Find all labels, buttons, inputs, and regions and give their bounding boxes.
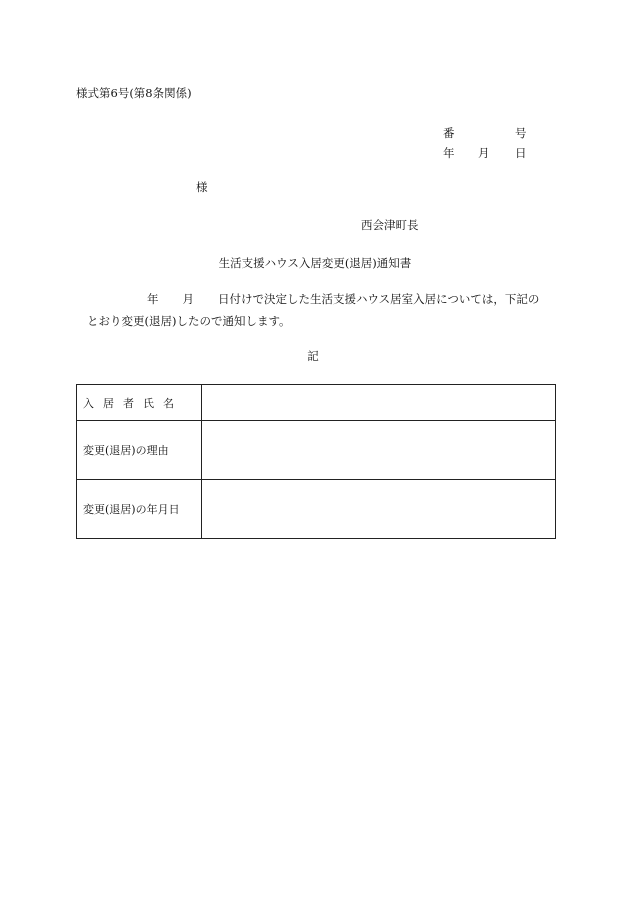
reference-month-label: 月 — [478, 146, 490, 160]
ki-heading: 記 — [307, 349, 319, 363]
table-row — [77, 480, 556, 539]
change-reason-label: 変更(退居)の理由 — [77, 421, 202, 480]
body-month-label: 月 — [182, 292, 194, 306]
table-row — [77, 385, 556, 421]
reference-day-label: 日 — [515, 146, 527, 160]
change-date-label: 変更(退居)の年月日 — [77, 480, 202, 539]
reference-number-row — [443, 123, 527, 143]
reference-block — [443, 123, 527, 163]
body-text-line-2: とおり変更(退居)したので通知します。 — [87, 314, 291, 328]
reference-year-label: 年 — [443, 146, 455, 160]
reference-number-label: 番 — [443, 126, 455, 140]
document-title: 生活支援ハウス入居変更(退居)通知書 — [218, 256, 412, 270]
issuer: 西会津町長 — [361, 218, 419, 232]
table-row — [77, 421, 556, 480]
reference-date-row — [443, 143, 527, 163]
info-table — [76, 384, 556, 539]
body-line-1-text: 日付けで決定した生活支援ハウス居室入居については，下記の — [218, 292, 540, 306]
body-year-label: 年 — [147, 292, 159, 306]
resident-name-label: 入居者氏名 — [77, 385, 202, 421]
resident-name-field[interactable] — [202, 385, 556, 421]
reference-number-suffix: 号 — [515, 126, 527, 140]
change-date-field[interactable] — [202, 480, 556, 539]
body-text-line-1 — [147, 291, 539, 307]
form-number: 様式第6号(第8条関係) — [76, 86, 192, 100]
change-reason-field[interactable] — [202, 421, 556, 480]
addressee-suffix: 様 — [196, 180, 208, 194]
